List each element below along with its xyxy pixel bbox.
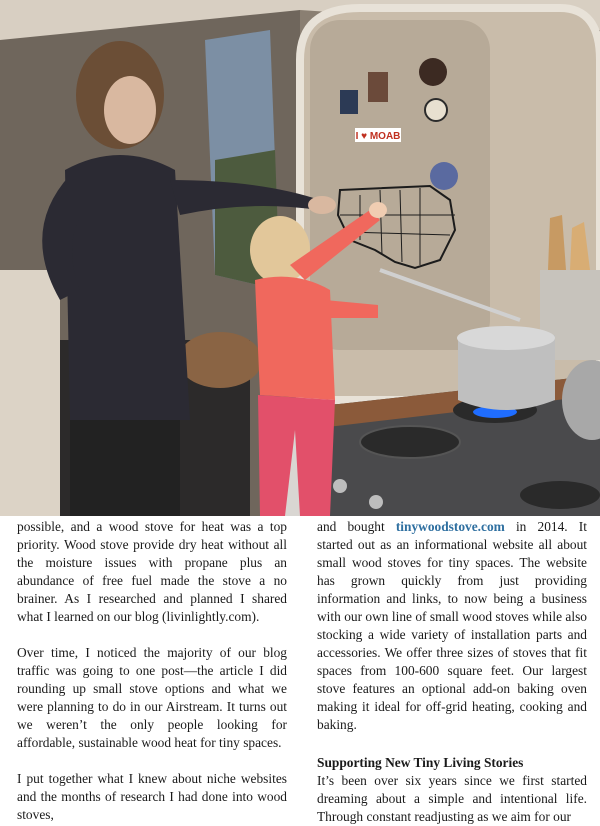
paragraph: Over time, I noticed the majority of our blog traffic was going to one post—the article I did rounding up small stove options and what we were planning to do in our Airstream. It turns out we weren’t the only people looking for affordable, sustainable wood heat for tiny spaces.: [17, 645, 287, 750]
paragraph: possible, and a wood stove for heat was a top priority. Wood stove provide dry heat without all the moisture issues with propane plus an abundance of free fuel made the stove a no brainer. As I researched and planned I shared what I learned on our blog (livinlightly.com).: [17, 519, 287, 624]
article-column-left: [17, 518, 287, 826]
website-link[interactable]: tinywoodstove.com: [395, 519, 505, 534]
article-body: [17, 518, 587, 826]
paragraph: [317, 518, 587, 734]
moab-sticker-text: I ♥ MOAB: [355, 131, 401, 142]
section-heading: Supporting New Tiny Living Stories: [317, 755, 524, 770]
girl-shirt: [255, 277, 335, 400]
paragraph: It’s been over six years since we first started dreaming about a simple and intentional life. Through constant readjusting as we aim for our: [317, 773, 587, 824]
text-run: in 2014. It started out as an informational website all about small wood stoves for tiny spaces. The website has grown quickly from just providing information and links, to now being a business with our own line of small wood stoves while also stocking a wide variety of installation parts and accessories. We offer three sizes of stoves that fit spaces from 100-600 square feet. Our largest stove features an optional add-on baking oven making it ideal for off-grid heating, cooking and baking.: [317, 519, 587, 732]
text-run: and bought: [317, 519, 396, 534]
article-column-right: [317, 518, 587, 826]
dog: [178, 332, 262, 388]
paragraph: I put together what I knew about niche websites and the months of research I had done into wood stoves,: [17, 771, 287, 822]
